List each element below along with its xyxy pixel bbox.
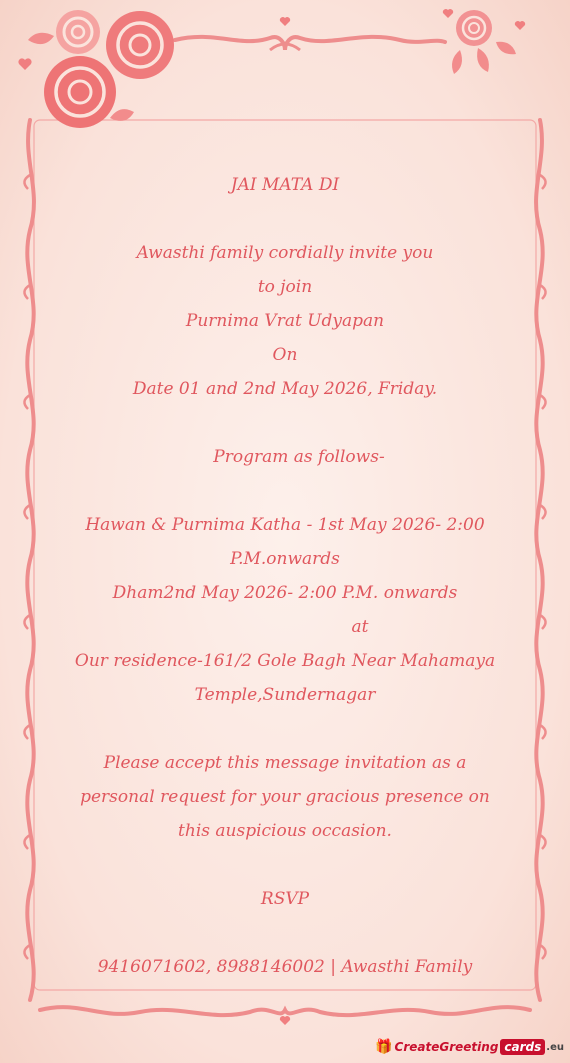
invitation-text [56,168,514,984]
rose-cluster-top-left [28,10,174,128]
greeting-line: JAI MATA DI [230,175,340,195]
rsvp-contact: 9416071602, 8988146002 | Awasthi Family [97,957,473,977]
closing-message: this auspicious occasion. [178,821,392,841]
site-logo[interactable] [375,1035,564,1059]
spacer [56,916,514,950]
event-name: Purnima Vrat Udyapan [185,311,385,331]
spacer [56,848,514,882]
logo-text: cards [500,1039,545,1055]
invite-line: Awasthi family cordially invite you [136,243,434,263]
program-item: Dham2nd May 2026- 2:00 P.M. onwards [112,583,458,603]
rose-cluster-top-right [452,10,516,74]
logo-text: CreateGreeting [394,1040,499,1054]
program-heading: Program as follows- [213,447,385,467]
closing-message: Please accept this message invitation as a [103,753,467,773]
spacer [56,712,514,746]
spacer [56,202,514,236]
venue-label: at [351,617,369,637]
gift-icon: 🎁 [375,1039,393,1055]
logo-text: .eu [546,1041,564,1053]
venue-address: Our residence-161/2 Gole Bagh Near Mahamaya [74,651,496,671]
rsvp-label: RSVP [260,889,310,909]
invite-line: On [272,345,298,365]
program-item: P.M.onwards [230,549,340,569]
spacer [56,474,514,508]
invite-line: to join [257,277,313,297]
closing-message: personal request for your gracious presence on [80,787,490,807]
event-date: Date 01 and 2nd May 2026, Friday. [132,379,438,399]
spacer [56,406,514,440]
venue-address: Temple,Sundernagar [194,685,376,705]
program-item: Hawan & Purnima Katha - 1st May 2026- 2:00 [85,515,485,535]
